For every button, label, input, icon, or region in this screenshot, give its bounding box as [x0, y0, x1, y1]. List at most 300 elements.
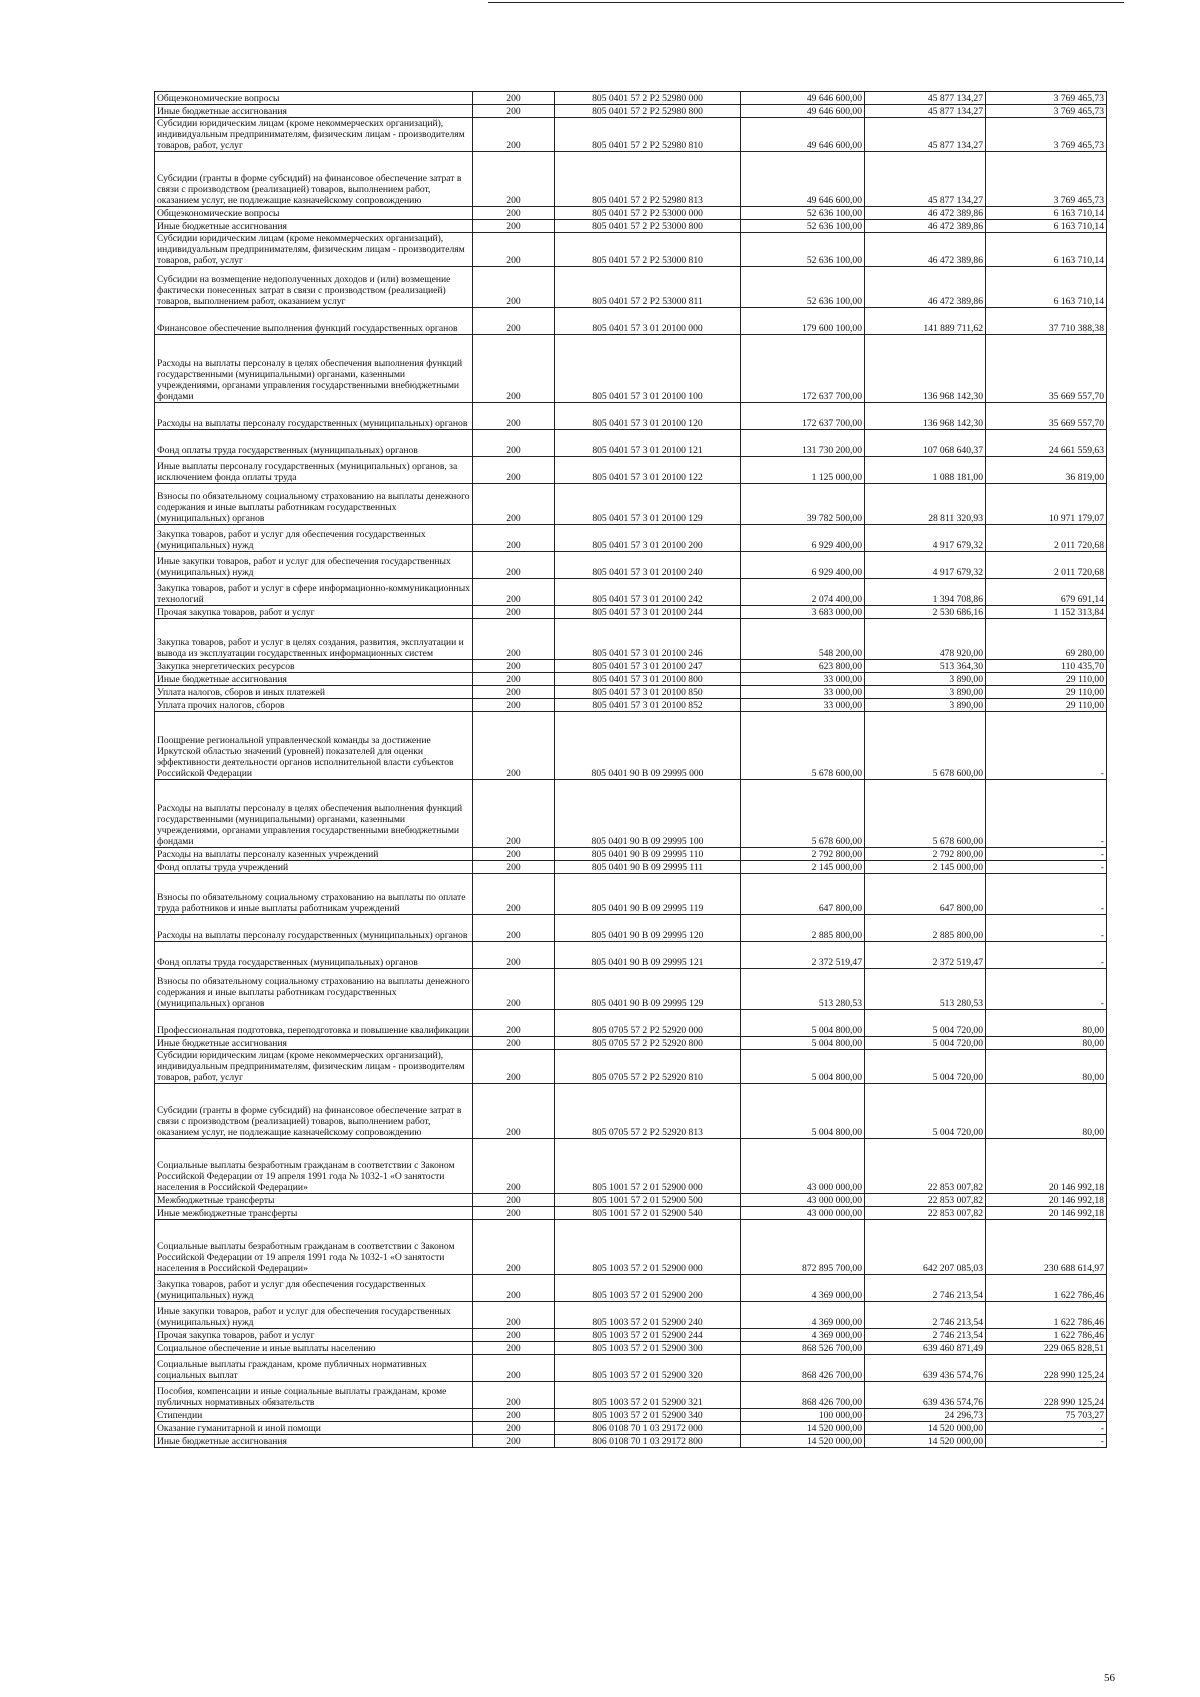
row-line-code: 200	[473, 606, 555, 619]
row-executed: 22 853 007,82	[865, 1194, 986, 1207]
row-line-code: 200	[473, 1355, 555, 1382]
row-unexecuted: 36 819,00	[986, 457, 1107, 484]
row-approved: 548 200,00	[741, 619, 865, 660]
row-line-code: 200	[473, 152, 555, 207]
table-row	[155, 552, 1107, 579]
row-name: Расходы на выплаты персоналу государственных (муниципальных) органов	[155, 915, 473, 942]
row-executed: 22 853 007,82	[865, 1207, 986, 1220]
row-name: Социальные выплаты безработным гражданам в соответствии с Законом Российской Федерации от 19 апреля 1991 года № 1032-1 «О занятости населения в Российской Федерации»	[155, 1139, 473, 1194]
row-line-code: 200	[473, 861, 555, 874]
row-executed: 5 004 720,00	[865, 1050, 986, 1084]
row-budget-code: 805 0401 57 2 Р2 53000 000	[555, 207, 741, 220]
row-name: Закупка товаров, работ и услуг в сфере информационно-коммуникационных технологий	[155, 579, 473, 606]
row-name: Уплата прочих налогов, сборов	[155, 699, 473, 712]
table-row	[155, 660, 1107, 673]
row-executed: 5 678 600,00	[865, 780, 986, 848]
row-line-code: 200	[473, 712, 555, 780]
row-name: Профессиональная подготовка, переподготовка и повышение квалификации	[155, 1010, 473, 1037]
row-budget-code: 805 0401 90 В 09 29995 121	[555, 942, 741, 969]
row-unexecuted: -	[986, 712, 1107, 780]
row-budget-code: 805 0401 57 3 01 20100 247	[555, 660, 741, 673]
table-row	[155, 335, 1107, 403]
row-budget-code: 805 1003 57 2 01 52900 321	[555, 1382, 741, 1409]
row-unexecuted: -	[986, 780, 1107, 848]
row-line-code: 200	[473, 335, 555, 403]
row-executed: 1 088 181,00	[865, 457, 986, 484]
table-row	[155, 699, 1107, 712]
table-row	[155, 207, 1107, 220]
row-line-code: 200	[473, 942, 555, 969]
table-row	[155, 267, 1107, 308]
row-name: Иные бюджетные ассигнования	[155, 1037, 473, 1050]
row-line-code: 200	[473, 1422, 555, 1435]
row-executed: 46 472 389,86	[865, 220, 986, 233]
row-budget-code: 805 1003 57 2 01 52900 000	[555, 1220, 741, 1275]
row-unexecuted: 35 669 557,70	[986, 403, 1107, 430]
row-executed: 46 472 389,86	[865, 233, 986, 267]
row-line-code: 200	[473, 267, 555, 308]
row-budget-code: 805 1003 57 2 01 52900 244	[555, 1329, 741, 1342]
row-executed: 136 968 142,30	[865, 403, 986, 430]
row-budget-code: 805 1003 57 2 01 52900 200	[555, 1275, 741, 1302]
row-line-code: 200	[473, 1435, 555, 1448]
table-row	[155, 1422, 1107, 1435]
row-approved: 52 636 100,00	[741, 233, 865, 267]
row-executed: 5 004 720,00	[865, 1037, 986, 1050]
row-approved: 49 646 600,00	[741, 92, 865, 105]
table-row	[155, 1342, 1107, 1355]
table-row	[155, 308, 1107, 335]
row-budget-code: 805 0705 57 2 Р2 52920 800	[555, 1037, 741, 1050]
row-approved: 39 782 500,00	[741, 484, 865, 525]
table-row	[155, 1435, 1107, 1448]
row-approved: 49 646 600,00	[741, 152, 865, 207]
row-line-code: 200	[473, 686, 555, 699]
row-line-code: 200	[473, 780, 555, 848]
row-approved: 2 372 519,47	[741, 942, 865, 969]
row-line-code: 200	[473, 848, 555, 861]
row-line-code: 200	[473, 1382, 555, 1409]
row-executed: 639 436 574,76	[865, 1382, 986, 1409]
table-row	[155, 606, 1107, 619]
row-approved: 5 678 600,00	[741, 712, 865, 780]
row-budget-code: 805 0401 57 2 Р2 52980 810	[555, 118, 741, 152]
row-budget-code: 805 0401 57 3 01 20100 242	[555, 579, 741, 606]
row-executed: 3 890,00	[865, 699, 986, 712]
row-name: Взносы по обязательному социальному страхованию на выплаты денежного содержания и иные выплаты работникам государственных (муниципальных) органов	[155, 969, 473, 1010]
row-name: Уплата налогов, сборов и иных платежей	[155, 686, 473, 699]
row-unexecuted: -	[986, 1422, 1107, 1435]
row-unexecuted: 69 280,00	[986, 619, 1107, 660]
table-row	[155, 484, 1107, 525]
row-approved: 6 929 400,00	[741, 552, 865, 579]
row-approved: 2 885 800,00	[741, 915, 865, 942]
row-name: Взносы по обязательному социальному страхованию на выплаты денежного содержания и иные выплаты работникам государственных (муниципальных) органов	[155, 484, 473, 525]
row-approved: 872 895 700,00	[741, 1220, 865, 1275]
page-number: 56	[1104, 1672, 1115, 1684]
row-unexecuted: 1 622 786,46	[986, 1275, 1107, 1302]
row-executed: 4 917 679,32	[865, 552, 986, 579]
table-row	[155, 1275, 1107, 1302]
table-row	[155, 152, 1107, 207]
row-unexecuted: 6 163 710,14	[986, 207, 1107, 220]
row-executed: 4 917 679,32	[865, 525, 986, 552]
row-unexecuted: 6 163 710,14	[986, 233, 1107, 267]
row-executed: 647 800,00	[865, 874, 986, 915]
row-unexecuted: 75 703,27	[986, 1409, 1107, 1422]
table-row	[155, 1194, 1107, 1207]
row-budget-code: 805 0705 57 2 Р2 52920 810	[555, 1050, 741, 1084]
row-unexecuted: 20 146 992,18	[986, 1194, 1107, 1207]
row-approved: 14 520 000,00	[741, 1422, 865, 1435]
row-unexecuted: 37 710 388,38	[986, 308, 1107, 335]
row-executed: 513 280,53	[865, 969, 986, 1010]
table-row	[155, 1207, 1107, 1220]
row-name: Социальные выплаты гражданам, кроме публичных нормативных социальных выплат	[155, 1355, 473, 1382]
row-name: Пособия, компенсации и иные социальные выплаты гражданам, кроме публичных нормативных обязательств	[155, 1382, 473, 1409]
row-executed: 14 520 000,00	[865, 1435, 986, 1448]
row-name: Общеэкономические вопросы	[155, 207, 473, 220]
row-unexecuted: 80,00	[986, 1050, 1107, 1084]
table-row	[155, 525, 1107, 552]
row-budget-code: 805 0401 57 3 01 20100 244	[555, 606, 741, 619]
row-executed: 3 890,00	[865, 673, 986, 686]
row-approved: 868 426 700,00	[741, 1382, 865, 1409]
row-budget-code: 805 1001 57 2 01 52900 000	[555, 1139, 741, 1194]
row-line-code: 200	[473, 92, 555, 105]
row-line-code: 200	[473, 1037, 555, 1050]
table-row	[155, 673, 1107, 686]
table-row	[155, 712, 1107, 780]
row-approved: 3 683 000,00	[741, 606, 865, 619]
table-row	[155, 118, 1107, 152]
row-name: Субсидии юридическим лицам (кроме некоммерческих организаций), индивидуальным предпринимателям, физическим лицам - производителям товаров, работ, услуг	[155, 233, 473, 267]
row-name: Иные закупки товаров, работ и услуг для обеспечения государственных (муниципальных) нужд	[155, 1302, 473, 1329]
row-approved: 100 000,00	[741, 1409, 865, 1422]
row-name: Субсидии (гранты в форме субсидий) на финансовое обеспечение затрат в связи с производством (реализацией) товаров, выполнением работ, оказанием услуг, не подлежащие казначейскому сопровождению	[155, 1084, 473, 1139]
row-name: Иные бюджетные ассигнования	[155, 220, 473, 233]
row-budget-code: 806 0108 70 1 03 29172 000	[555, 1422, 741, 1435]
row-executed: 45 877 134,27	[865, 152, 986, 207]
row-approved: 647 800,00	[741, 874, 865, 915]
table-row	[155, 430, 1107, 457]
row-executed: 2 885 800,00	[865, 915, 986, 942]
row-unexecuted: 1 622 786,46	[986, 1302, 1107, 1329]
row-name: Иные выплаты персоналу государственных (муниципальных) органов, за исключением фонда оплаты труда	[155, 457, 473, 484]
row-approved: 14 520 000,00	[741, 1435, 865, 1448]
row-name: Иные бюджетные ассигнования	[155, 673, 473, 686]
row-unexecuted: 3 769 465,73	[986, 105, 1107, 118]
row-unexecuted: 20 146 992,18	[986, 1207, 1107, 1220]
row-name: Расходы на выплаты персоналу в целях обеспечения выполнения функций государственными (муниципальными) органами, казенными учреждениями, органами управления государственными внебюджетными фондами	[155, 335, 473, 403]
row-name: Иные бюджетные ассигнования	[155, 105, 473, 118]
table-row	[155, 942, 1107, 969]
table-row	[155, 915, 1107, 942]
row-executed: 3 890,00	[865, 686, 986, 699]
row-line-code: 200	[473, 579, 555, 606]
row-unexecuted: 2 011 720,68	[986, 552, 1107, 579]
budget-execution-table	[154, 91, 1107, 1448]
row-line-code: 200	[473, 118, 555, 152]
row-approved: 513 280,53	[741, 969, 865, 1010]
row-line-code: 200	[473, 969, 555, 1010]
row-name: Межбюджетные трансферты	[155, 1194, 473, 1207]
row-unexecuted: -	[986, 969, 1107, 1010]
row-unexecuted: 24 661 559,63	[986, 430, 1107, 457]
row-approved: 5 004 800,00	[741, 1084, 865, 1139]
row-unexecuted: 6 163 710,14	[986, 267, 1107, 308]
row-budget-code: 805 0401 57 3 01 20100 121	[555, 430, 741, 457]
row-approved: 2 145 000,00	[741, 861, 865, 874]
row-executed: 2 372 519,47	[865, 942, 986, 969]
row-budget-code: 805 0401 90 В 09 29995 000	[555, 712, 741, 780]
row-approved: 2 792 800,00	[741, 848, 865, 861]
row-executed: 24 296,73	[865, 1409, 986, 1422]
row-executed: 136 968 142,30	[865, 335, 986, 403]
row-approved: 33 000,00	[741, 699, 865, 712]
row-name: Расходы на выплаты персоналу казенных учреждений	[155, 848, 473, 861]
row-approved: 4 369 000,00	[741, 1302, 865, 1329]
row-approved: 623 800,00	[741, 660, 865, 673]
row-approved: 52 636 100,00	[741, 267, 865, 308]
row-executed: 2 792 800,00	[865, 848, 986, 861]
row-approved: 52 636 100,00	[741, 220, 865, 233]
row-executed: 2 746 213,54	[865, 1275, 986, 1302]
row-line-code: 200	[473, 308, 555, 335]
row-budget-code: 805 0401 90 В 09 29995 120	[555, 915, 741, 942]
row-name: Закупка товаров, работ и услуг для обеспечения государственных (муниципальных) нужд	[155, 525, 473, 552]
table-row	[155, 1139, 1107, 1194]
table-row	[155, 1329, 1107, 1342]
row-name: Социальное обеспечение и иные выплаты населению	[155, 1342, 473, 1355]
row-unexecuted: 29 110,00	[986, 699, 1107, 712]
row-budget-code: 805 0401 57 3 01 20100 240	[555, 552, 741, 579]
row-line-code: 200	[473, 207, 555, 220]
row-unexecuted: 35 669 557,70	[986, 335, 1107, 403]
row-executed: 141 889 711,62	[865, 308, 986, 335]
row-executed: 107 068 640,37	[865, 430, 986, 457]
row-name: Взносы по обязательному социальному страхованию на выплаты по оплате труда работников и иные выплаты работникам учреждений	[155, 874, 473, 915]
row-name: Закупка энергетических ресурсов	[155, 660, 473, 673]
row-unexecuted: 228 990 125,24	[986, 1355, 1107, 1382]
row-unexecuted: 6 163 710,14	[986, 220, 1107, 233]
table-row	[155, 874, 1107, 915]
row-unexecuted: 228 990 125,24	[986, 1382, 1107, 1409]
row-name: Стипендии	[155, 1409, 473, 1422]
row-executed: 478 920,00	[865, 619, 986, 660]
table-row	[155, 457, 1107, 484]
row-budget-code: 805 0401 57 3 01 20100 200	[555, 525, 741, 552]
row-executed: 14 520 000,00	[865, 1422, 986, 1435]
row-line-code: 200	[473, 1139, 555, 1194]
table-row	[155, 1355, 1107, 1382]
row-line-code: 200	[473, 457, 555, 484]
row-budget-code: 805 0401 57 3 01 20100 129	[555, 484, 741, 525]
row-line-code: 200	[473, 1275, 555, 1302]
row-budget-code: 805 0401 90 В 09 29995 100	[555, 780, 741, 848]
row-executed: 45 877 134,27	[865, 118, 986, 152]
row-line-code: 200	[473, 1220, 555, 1275]
row-name: Закупка товаров, работ и услуг в целях создания, развития, эксплуатации и вывода из эксплуатации государственных информационных систем	[155, 619, 473, 660]
row-unexecuted: 3 769 465,73	[986, 92, 1107, 105]
table-row	[155, 1010, 1107, 1037]
row-approved: 172 637 700,00	[741, 335, 865, 403]
row-line-code: 200	[473, 220, 555, 233]
row-executed: 46 472 389,86	[865, 207, 986, 220]
row-name: Социальные выплаты безработным гражданам в соответствии с Законом Российской Федерации от 19 апреля 1991 года № 1032-1 «О занятости населения в Российской Федерации»	[155, 1220, 473, 1275]
table-row	[155, 579, 1107, 606]
row-unexecuted: 3 769 465,73	[986, 118, 1107, 152]
row-name: Закупка товаров, работ и услуг для обеспечения государственных (муниципальных) нужд	[155, 1275, 473, 1302]
row-unexecuted: 80,00	[986, 1037, 1107, 1050]
row-name: Прочая закупка товаров, работ и услуг	[155, 1329, 473, 1342]
row-approved: 6 929 400,00	[741, 525, 865, 552]
table-row	[155, 1037, 1107, 1050]
row-line-code: 200	[473, 552, 555, 579]
table-row	[155, 220, 1107, 233]
row-unexecuted: -	[986, 861, 1107, 874]
row-name: Иные закупки товаров, работ и услуг для обеспечения государственных (муниципальных) нужд	[155, 552, 473, 579]
row-executed: 5 004 720,00	[865, 1084, 986, 1139]
row-budget-code: 805 1003 57 2 01 52900 320	[555, 1355, 741, 1382]
row-line-code: 200	[473, 525, 555, 552]
row-name: Расходы на выплаты персоналу государственных (муниципальных) органов	[155, 403, 473, 430]
row-name: Фонд оплаты труда государственных (муниципальных) органов	[155, 430, 473, 457]
row-approved: 33 000,00	[741, 673, 865, 686]
top-rule	[488, 2, 1124, 3]
table-row	[155, 861, 1107, 874]
table-row	[155, 92, 1107, 105]
row-executed: 46 472 389,86	[865, 267, 986, 308]
row-line-code: 200	[473, 699, 555, 712]
row-name: Иные бюджетные ассигнования	[155, 1435, 473, 1448]
table-row	[155, 1382, 1107, 1409]
row-executed: 2 746 213,54	[865, 1302, 986, 1329]
row-unexecuted: 29 110,00	[986, 673, 1107, 686]
row-approved: 172 637 700,00	[741, 403, 865, 430]
row-executed: 5 678 600,00	[865, 712, 986, 780]
row-unexecuted: 230 688 614,97	[986, 1220, 1107, 1275]
row-executed: 22 853 007,82	[865, 1139, 986, 1194]
row-budget-code: 805 0401 57 3 01 20100 850	[555, 686, 741, 699]
row-approved: 5 004 800,00	[741, 1050, 865, 1084]
row-budget-code: 805 0401 57 2 Р2 53000 811	[555, 267, 741, 308]
row-approved: 5 004 800,00	[741, 1037, 865, 1050]
row-executed: 45 877 134,27	[865, 92, 986, 105]
table-row	[155, 1084, 1107, 1139]
row-budget-code: 805 0401 57 3 01 20100 246	[555, 619, 741, 660]
row-line-code: 200	[473, 403, 555, 430]
row-approved: 43 000 000,00	[741, 1207, 865, 1220]
row-executed: 2 746 213,54	[865, 1329, 986, 1342]
row-budget-code: 805 0705 57 2 Р2 52920 000	[555, 1010, 741, 1037]
table-row	[155, 1220, 1107, 1275]
row-name: Финансовое обеспечение выполнения функций государственных органов	[155, 308, 473, 335]
row-name: Субсидии на возмещение недополученных доходов и (или) возмещение фактически понесенных затрат в связи с производством (реализацией) товаров, выполнением работ, оказанием услуг	[155, 267, 473, 308]
row-line-code: 200	[473, 619, 555, 660]
table-row	[155, 105, 1107, 118]
row-approved: 2 074 400,00	[741, 579, 865, 606]
row-unexecuted: -	[986, 1435, 1107, 1448]
row-approved: 5 004 800,00	[741, 1010, 865, 1037]
row-approved: 868 426 700,00	[741, 1355, 865, 1382]
row-unexecuted: 10 971 179,07	[986, 484, 1107, 525]
row-unexecuted: 1 622 786,46	[986, 1329, 1107, 1342]
row-unexecuted: 80,00	[986, 1010, 1107, 1037]
row-name: Расходы на выплаты персоналу в целях обеспечения выполнения функций государственными (муниципальными) органами, казенными учреждениями, органами управления государственными внебюджетными фондами	[155, 780, 473, 848]
row-budget-code: 805 0401 90 В 09 29995 129	[555, 969, 741, 1010]
row-budget-code: 805 0401 57 2 Р2 52980 800	[555, 105, 741, 118]
row-line-code: 200	[473, 1194, 555, 1207]
row-executed: 639 460 871,49	[865, 1342, 986, 1355]
row-executed: 642 207 085,03	[865, 1220, 986, 1275]
row-name: Фонд оплаты труда учреждений	[155, 861, 473, 874]
row-line-code: 200	[473, 1010, 555, 1037]
row-line-code: 200	[473, 660, 555, 673]
row-approved: 49 646 600,00	[741, 118, 865, 152]
table-body	[155, 92, 1107, 1448]
table-row	[155, 1409, 1107, 1422]
row-approved: 49 646 600,00	[741, 105, 865, 118]
row-unexecuted: 3 769 465,73	[986, 152, 1107, 207]
row-approved: 179 600 100,00	[741, 308, 865, 335]
row-budget-code: 806 0108 70 1 03 29172 800	[555, 1435, 741, 1448]
row-line-code: 200	[473, 1084, 555, 1139]
row-line-code: 200	[473, 430, 555, 457]
row-line-code: 200	[473, 1409, 555, 1422]
row-budget-code: 805 0401 57 3 01 20100 800	[555, 673, 741, 686]
row-budget-code: 805 1003 57 2 01 52900 300	[555, 1342, 741, 1355]
row-approved: 52 636 100,00	[741, 207, 865, 220]
row-name: Фонд оплаты труда государственных (муниципальных) органов	[155, 942, 473, 969]
table-row	[155, 1302, 1107, 1329]
row-executed: 639 436 574,76	[865, 1355, 986, 1382]
row-budget-code: 805 0401 57 2 Р2 52980 000	[555, 92, 741, 105]
row-budget-code: 805 0401 57 2 Р2 52980 813	[555, 152, 741, 207]
row-name: Субсидии (гранты в форме субсидий) на финансовое обеспечение затрат в связи с производством (реализацией) товаров, выполнением работ, оказанием услуг, не подлежащие казначейскому сопровождению	[155, 152, 473, 207]
row-budget-code: 805 0401 57 3 01 20100 000	[555, 308, 741, 335]
row-unexecuted: -	[986, 874, 1107, 915]
row-line-code: 200	[473, 484, 555, 525]
table-row	[155, 686, 1107, 699]
row-approved: 4 369 000,00	[741, 1275, 865, 1302]
row-name: Поощрение региональной управленческой команды за достижение Иркутской областью значений (уровней) показателей для оценки эффективности деятельности органов исполнительной власти субъектов Российской Федерации	[155, 712, 473, 780]
row-budget-code: 805 1001 57 2 01 52900 540	[555, 1207, 741, 1220]
row-line-code: 200	[473, 1207, 555, 1220]
row-budget-code: 805 1003 57 2 01 52900 240	[555, 1302, 741, 1329]
row-line-code: 200	[473, 673, 555, 686]
table-row	[155, 1050, 1107, 1084]
row-name: Оказание гуманитарной и иной помощи	[155, 1422, 473, 1435]
row-name: Прочая закупка товаров, работ и услуг	[155, 606, 473, 619]
row-line-code: 200	[473, 1342, 555, 1355]
row-unexecuted: -	[986, 942, 1107, 969]
row-budget-code: 805 0401 57 3 01 20100 852	[555, 699, 741, 712]
row-line-code: 200	[473, 1050, 555, 1084]
row-approved: 131 730 200,00	[741, 430, 865, 457]
row-unexecuted: 679 691,14	[986, 579, 1107, 606]
table-row	[155, 403, 1107, 430]
row-executed: 45 877 134,27	[865, 105, 986, 118]
row-budget-code: 805 0401 57 3 01 20100 100	[555, 335, 741, 403]
table-row	[155, 619, 1107, 660]
table-row	[155, 969, 1107, 1010]
row-executed: 1 394 708,86	[865, 579, 986, 606]
row-line-code: 200	[473, 1329, 555, 1342]
row-unexecuted: 20 146 992,18	[986, 1139, 1107, 1194]
table-row	[155, 780, 1107, 848]
row-line-code: 200	[473, 874, 555, 915]
